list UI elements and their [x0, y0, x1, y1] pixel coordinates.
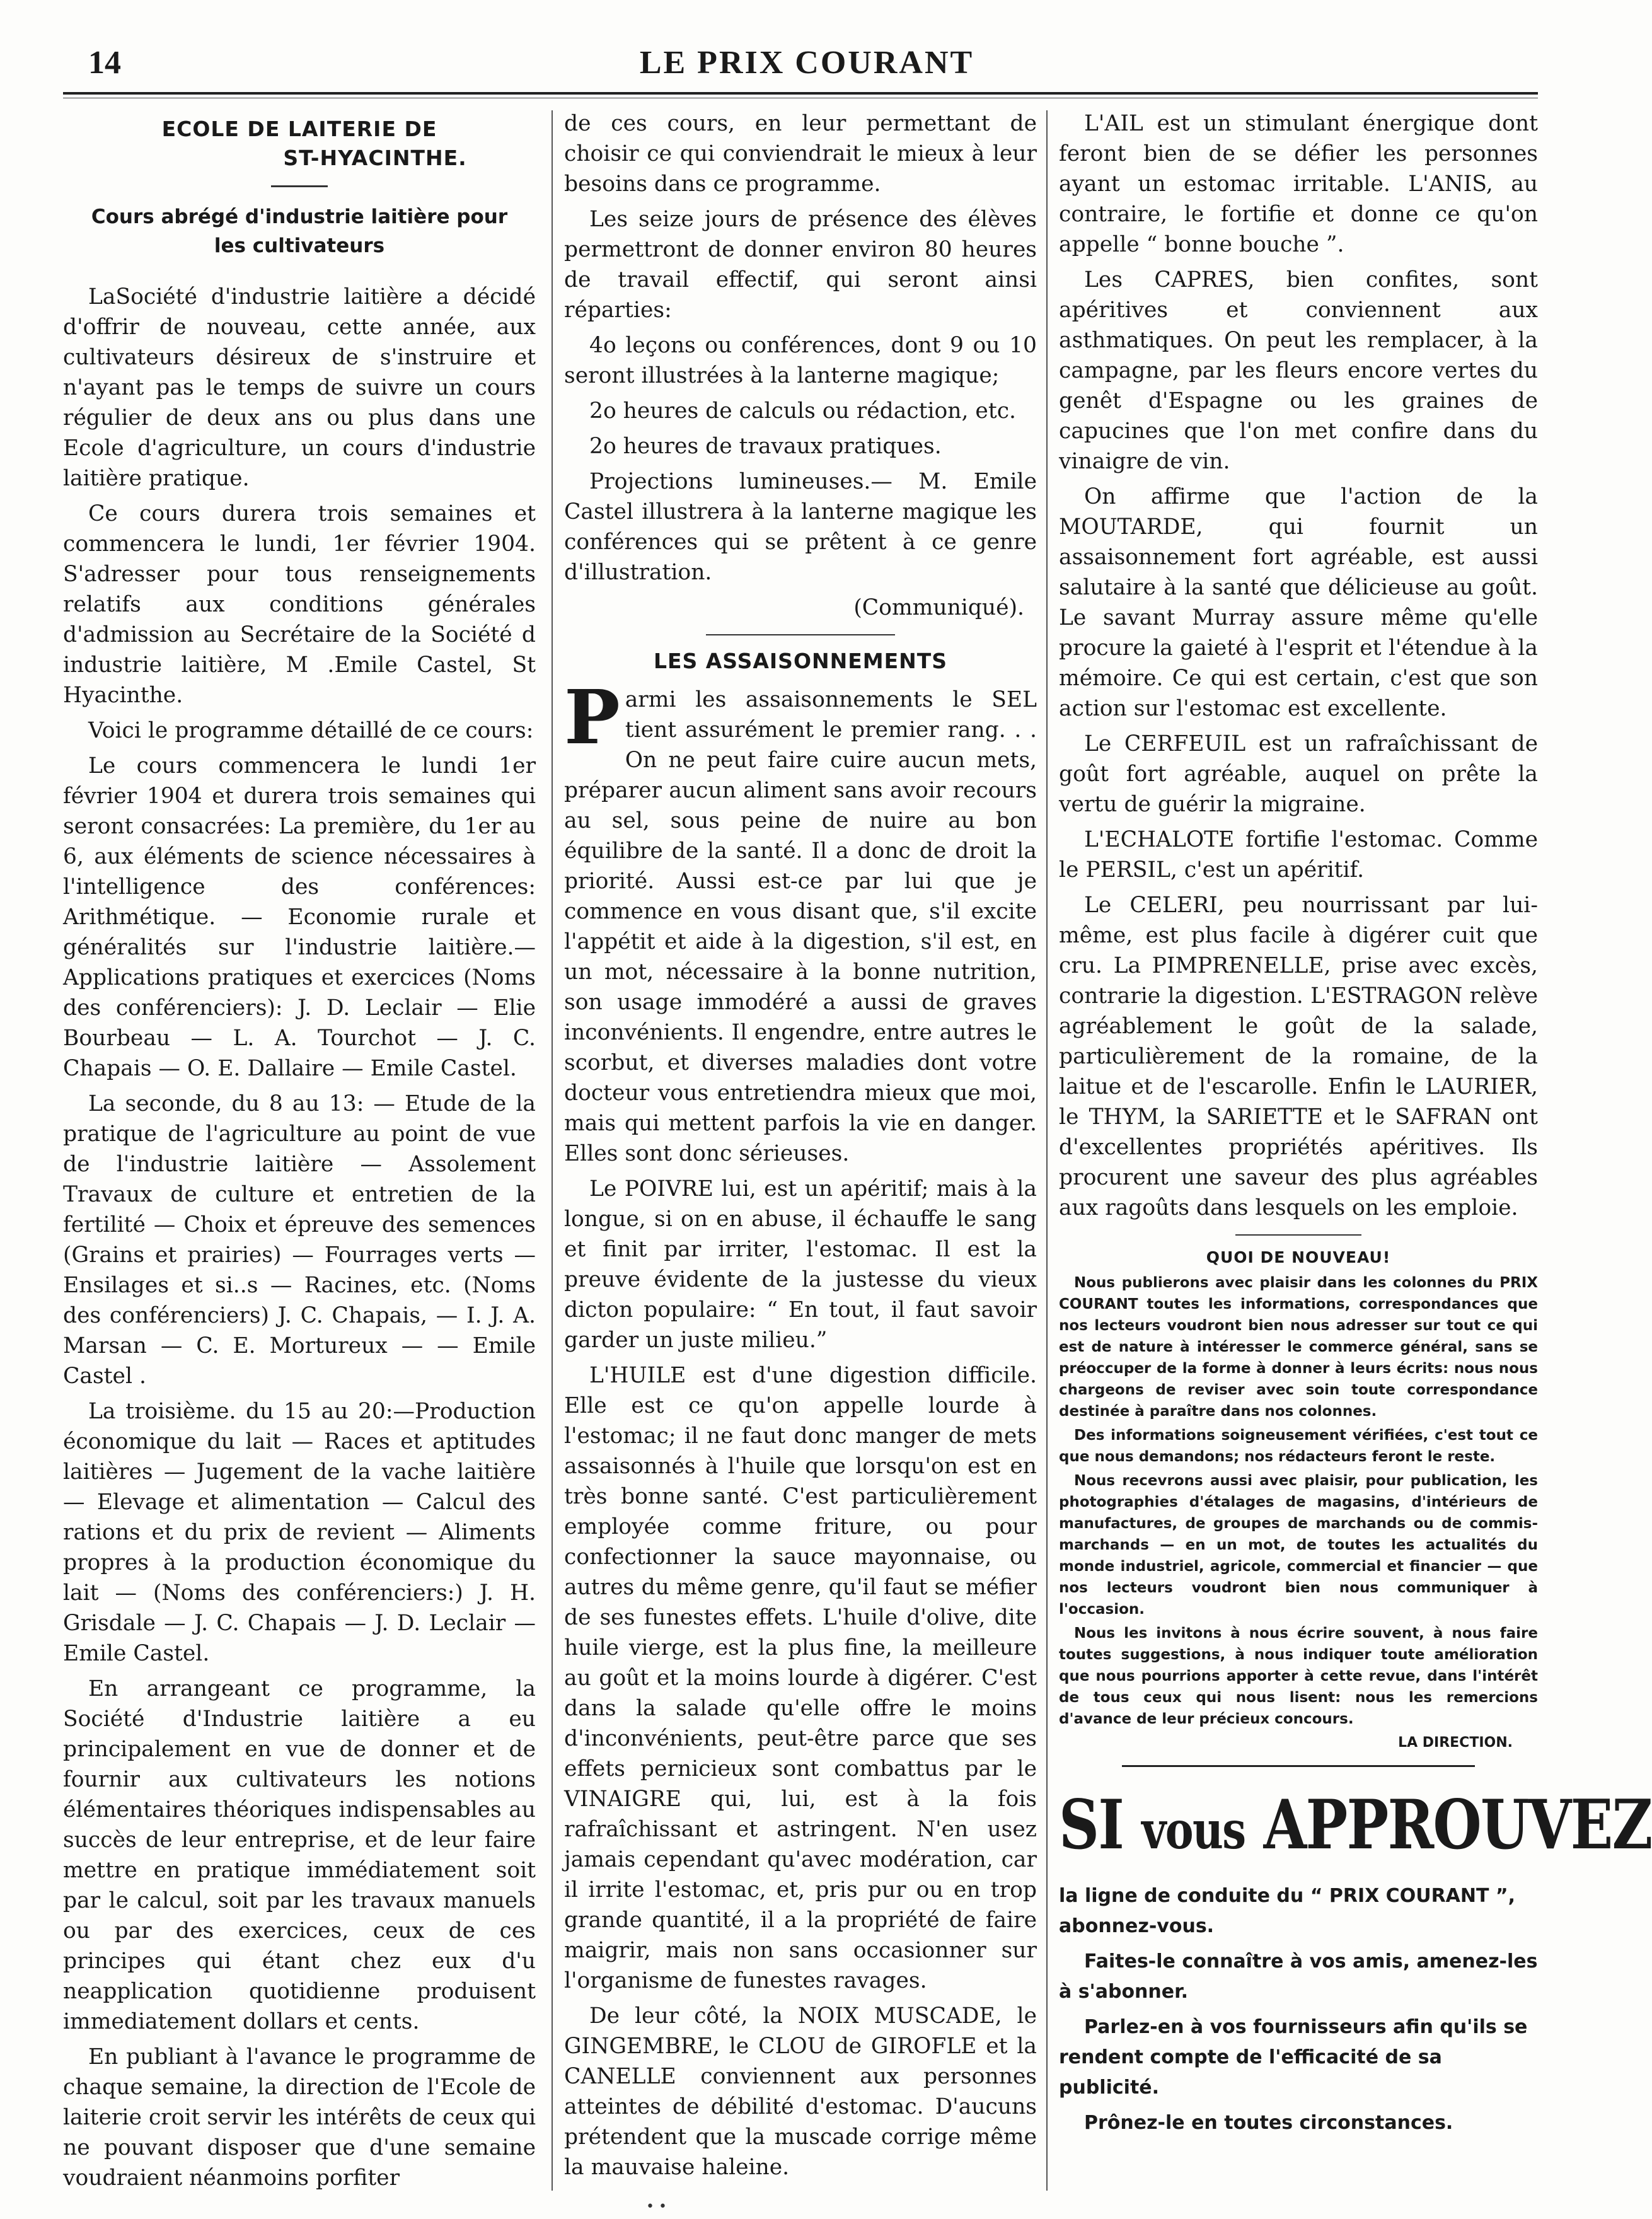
ecole-paragraph: La troisième. du 15 au 20:—Production économique du lait — Races et aptitudes laitières — Jugement de la vache laitière — Elevage et alimentation — Calcul des rations et du prix de revient — Aliments propres à la production économique du lait — (Noms des conférenciers:) J. H. Grisdale — J. C. Chapais — J. D. Leclair — Emile Castel.: [63, 1399, 536, 1666]
advert-line: Parlez-en à vos fournisseurs afin qu'ils se rendent compte de l'efficacité de sa publicité.: [1059, 2016, 1528, 2099]
ecole-heading-line1: ECOLE DE LAITERIE DE: [161, 117, 437, 141]
ecole-paragraph: LaSociété d'industrie laitière a décidé d'offrir de nouveau, cette année, aux cultivateurs désireux de s'instruire et n'ayant pas le temps de suivre un cours régulier de deux ans ou plus dans une Ecole d'agriculture, un cours d'industrie laitière pratique.: [63, 284, 536, 491]
column-divider-1: [552, 110, 553, 2191]
ecole-paragraph: Le cours commencera le lundi 1er février 1904 et durera trois semaines qui seront consacrées: La première, du 1er au 6, aux éléments de science nécessaires à l'intelligence des conférences: Arithmétique. — Economie rurale et généralités sur l'industrie laitière.— Applications pratiques et exercices (Noms des conférenciers): J. D. Leclair — Elie Bourbeau — L. A. Tourchot — J. C. Chapais — O. E. Dallaire — Emile Castel.: [63, 753, 536, 1081]
ecole-heading-line2: ST-HYACINTHE.: [283, 146, 467, 170]
advert-line: Prônez-le en toutes circonstances.: [1084, 2112, 1453, 2134]
ecole-paragraph: La seconde, du 8 au 13: — Etude de la pratique de l'agriculture au point de vue de l'industrie laitière — Assolement Travaux de culture et entretien de la fertilité — Choix et épreuve des semences (Grains et prairies) — Fourrages verts — Ensilages et si..s — Racines, etc. (Noms des conférenciers) J. C. Chapais, — I. J. A. Marsan — C. E. Mortureux — — Emile Castel .: [63, 1091, 536, 1389]
notice-paragraph: Nous les invitons à nous écrire souvent, à nous faire toutes suggestions, à nous indiquer toute amélioration que nous pourrions apporter à cette revue, dans l'intérêt de tous ceux qui nous lisent: nous les remercions d'avance de leur précieux concours.: [1059, 1625, 1538, 1727]
ecole-continuation: Les seize jours de présence des élèves permettront de donner environ 80 heures de travail effectif, qui seront ainsi réparties:: [564, 207, 1037, 323]
ecole-continuation: Projections lumineuses.— M. Emile Castel illustrera à la lanterne magique les conférences qui se prêtent à ce genre d'illustration.: [564, 469, 1037, 585]
notice-box: [1059, 1247, 1538, 1754]
notice-paragraph: Nous publierons avec plaisir dans les colonnes du PRIX COURANT toutes les informations, correspondances que nos lecteurs voudront bien nous adresser sur tout ce qui est de nature à intéresser le commerce général, sans se préoccuper de la forme à donner à leurs écrits: nous nous chargeons de reviser avec soin toute correspondance destinée à paraître dans nos colonnes.: [1059, 1275, 1538, 1420]
column-divider-2: [1046, 110, 1048, 2191]
assaisonnements-paragraph: L'AIL est un stimulant énergique dont feront bien de se défier les personnes ayant un estomac irritable. L'ANIS, au contraire, le fortifie et donne ce qu'on appelle “ bonne bouche ”.: [1059, 111, 1538, 257]
assaisonnements-paragraph: L'ECHALOTE fortifie l'estomac. Comme le PERSIL, c'est un apéritif.: [1059, 827, 1538, 883]
header-rule: [63, 92, 1538, 95]
assaisonnements-paragraph: L'HUILE est d'une digestion difficile. Elle est ce qu'on appelle lourde à l'estomac; il ne faut donc manger de mets assaisonnés à l'huile que lorsqu'on est en très bonne santé. C'est particulièrement employée comme friture, ou pour confectionner la sauce mayonnaise, ou autres du même genre, qu'il faut se méfier de ses funestes effets. L'huile d'olive, dite huile vierge, est la plus fine, la meilleure au goût et la moins lourde à digérer. C'est dans la salade qu'elle offre le moins d'inconvénients, peut-être parce que ses effets pernicieux sont combattus par le VINAIGRE qui, lui, est à la fois rafraîchissant et astringent. N'en usez jamais cependant qu'avec modération, car il irrite l'estomac, et, pris pur ou en trop grande quantité, il a la propriété de faire maigrir, mais non sans occasionner sur l'organisme de funestes ravages.: [564, 1363, 1037, 1993]
heading-rule: [271, 185, 328, 187]
first-paragraph-text: armi les assaisonnements le SEL tient assurément le premier rang. . . On ne peut faire cuire aucun mets, préparer aucun aliment sans avoir recours au sel, sous peine de nuire au bon équilibre de la santé. Il a donc de droit la priorité. Aussi est-ce par lui que je commence en vous disant que, s'il excite l'appétit et aide à la digestion, s'il est, en un mot, nécessaire à la bonne nutrition, son usage immodéré a aussi de graves inconvénients. Il engendre, entre autres le scorbut, et diverses maladies dont votre docteur vous entretiendra mieux que moi, mais qui mettent parfois la vie en danger. Elles sont donc sérieuses.: [564, 687, 1037, 1166]
ecole-paragraph: En publiant à l'avance le programme de chaque semaine, la direction de l'Ecole de laiterie croit servir les intérêts de ceux qui ne pouvant disposer que d'une semaine voudraient néanmoins porfiter: [63, 2044, 536, 2191]
assaisonnements-paragraph: Le POIVRE lui, est un apéritif; mais à la longue, si on en abuse, il échauffe le sang et finit par irriter, l'estomac. Il est la preuve évidente de la justesse du vieux dicton populaire: “ En tout, il faut savoir garder un juste milieu.”: [564, 1176, 1037, 1353]
assaisonnements-paragraph: Le CERFEUIL est un rafraîchissant de goût fort agréable, auquel on prête la vertu de guérir la migraine.: [1059, 731, 1538, 817]
assaisonnements-paragraph: On affirme que l'action de la MOUTARDE, qui fournit un assaisonnement fort agréable, est aussi salutaire à la santé que délicieuse au goût. Le savant Murray assure même qu'elle procure la gaieté à l'esprit et l'étendue à la mémoire. Ce qui est certain, c'est que son action sur l'estomac est excellente.: [1059, 484, 1538, 721]
section-rule: [706, 634, 895, 635]
column-2: [564, 108, 1037, 2187]
subscription-advert: [1059, 1765, 1652, 2138]
page-number: 14: [88, 45, 121, 81]
ecole-paragraph: En arrangeant ce programme, la Société d'Industrie laitière a eu principalement en vue de donner et de fournir aux cultivateurs les notions élémentaires théoriques indispensables au succès de leur entreprise, et de leur faire mettre en pratique immédiatement soit par le calcul, soit par les travaux manuels ou par des exercices, ceux de ces principes qui étant chez eux d'u neapplication quotidienne produisent immediatement dollars et cents.: [63, 1676, 536, 2034]
headline-approuvez: APPROUVEZ: [1263, 1785, 1652, 1865]
assaisonnements-first-paragraph: [564, 673, 1037, 1169]
ecole-continuation: 2o heures de calculs ou rédaction, etc.: [589, 398, 1016, 424]
headline-si: SI: [1059, 1785, 1124, 1865]
column-1: [63, 108, 536, 2198]
ecole-subheading: Cours abrégé d'industrie laitière pour les cultivateurs: [91, 206, 508, 257]
section-rule: [1235, 1234, 1361, 1236]
column-3: [1059, 108, 1652, 2143]
footer-mark: • •: [646, 2199, 667, 2215]
assaisonnements-paragraph: Le CELERI, peu nourrissant par lui-même, est plus facile à digérer cuit que cru. La PIMPRENELLE, prise avec excès, contrarie la digestion. L'ESTRAGON relève agréablement le goût de la salade, particulièrement de la romaine, de la laitue et de l'escarolle. Enfin le LAURIER, le THYM, la SARIETTE et le SAFRAN ont d'excellentes propriétés apéritives. Ils procurent une saveur des plus agréables aux ragoûts dans lesquels on les emploie.: [1059, 893, 1538, 1220]
assaisonnements-paragraph: De leur côté, la NOIX MUSCADE, le GINGEMBRE, le CLOU de GIROFLE et la CANELLE conviennent aux personnes atteintes de débilité d'estomac. D'aucuns prétendent que la muscade corrige même la mauvaise haleine.: [564, 2003, 1037, 2180]
advert-line: Faites-le connaître à vos amis, amenez-les à s'abonner.: [1059, 1950, 1538, 2003]
notice-title: QUOI DE NOUVEAU!: [1206, 1248, 1391, 1266]
ecole-continuation: 4o leçons ou conférences, dont 9 ou 10 seront illustrées à la lanterne magique;: [564, 333, 1037, 388]
headline-vous: vous: [1141, 1800, 1245, 1861]
notice-paragraph: Des informations soigneusement vérifiées, c'est tout ce que nous demandons; nos rédacteurs feront le reste.: [1059, 1427, 1538, 1465]
page-header: [57, 38, 1557, 88]
ecole-paragraph: Ce cours durera trois semaines et commencera le lundi, 1er février 1904. S'adresser pour tous renseignements relatifs aux conditions générales d'admission au Secrétaire de la Société d industrie laitière, M .Emile Castel, St Hyacinthe.: [63, 501, 536, 708]
ecole-continuation: 2o heures de travaux pratiques.: [589, 434, 942, 459]
assaisonnements-heading: LES ASSAISONNEMENTS: [653, 649, 948, 673]
communique-note: (Communiqué).: [853, 595, 1024, 620]
advert-rule: [1122, 1765, 1475, 1767]
journal-title: LE PRIX COURANT: [639, 45, 974, 81]
ecole-continuation: de ces cours, en leur permettant de choisir ce qui conviendrait le mieux à leur besoins dans ce programme.: [564, 111, 1037, 197]
dropcap-letter: P: [564, 673, 620, 761]
advert-line: la ligne de conduite du “ PRIX COURANT ”, abonnez-vous.: [1059, 1885, 1516, 1937]
advert-headline: [1059, 1781, 1652, 1875]
notice-paragraph: Nous recevrons aussi avec plaisir, pour publication, les photographies d'étalages de magasins, d'intérieurs de manufactures, de groupes de marchands ou de commis-marchands — en un mot, de toutes les actualités du monde industriel, agricole, commercial et financier — que nos lecteurs voudront bien nous communiquer à l'occasion.: [1059, 1473, 1538, 1618]
notice-signature: LA DIRECTION.: [1398, 1735, 1513, 1751]
ecole-paragraph: Voici le programme détaillé de ce cours:: [88, 718, 534, 743]
assaisonnements-paragraph: Les CAPRES, bien confites, sont apéritives et conviennent aux asthmatiques. On peut les remplacer, à la campagne, par les fleurs encore vertes du genêt d'Espagne ou les graines de capucines que l'on met confire dans du vinaigre de vin.: [1059, 267, 1538, 474]
